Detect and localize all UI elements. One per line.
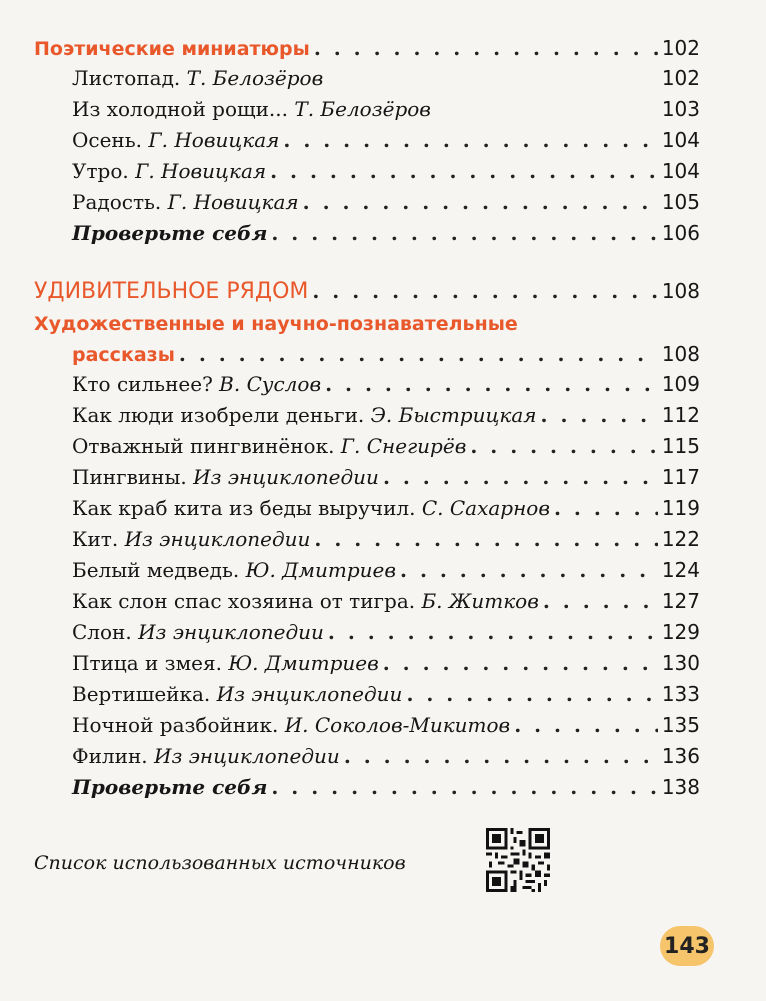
entry-author: С. Сахарнов	[421, 496, 550, 520]
toc-entry[interactable]	[0, 158, 700, 184]
toc-entry[interactable]	[0, 65, 700, 91]
page-ref: 104	[661, 159, 700, 183]
leader-dots	[271, 220, 657, 246]
page-ref: 135	[661, 713, 700, 737]
toc-entry[interactable]	[0, 433, 700, 459]
toc-entry-check[interactable]	[0, 220, 700, 246]
sources-link[interactable]: Список использованных источников	[34, 852, 406, 874]
page-ref: 127	[661, 589, 700, 613]
entry-title: Из холодной рощи... Т. Белозёров	[72, 97, 431, 121]
leader-dots	[314, 526, 657, 552]
entry-author: Из энциклопедии	[124, 527, 311, 551]
entry-author: Из энциклопедии	[216, 682, 403, 706]
entry-title: Птица и змея. Ю. Дмитриев	[72, 651, 379, 675]
entry-title: Ночной разбойник. И. Соколов-Микитов	[72, 713, 511, 737]
entry-title: Проверьте себя	[72, 775, 268, 799]
page-ref: 112	[661, 403, 700, 427]
entry-author: Г. Новицкая	[135, 159, 267, 183]
leader-dots	[328, 619, 658, 645]
leader-dots	[271, 774, 657, 800]
toc-entry[interactable]	[0, 557, 700, 583]
entry-title: Кит. Из энциклопедии	[72, 527, 311, 551]
toc-entry[interactable]	[0, 619, 700, 645]
entry-author: Т. Белозёров	[294, 97, 431, 121]
leader-dots	[312, 278, 657, 304]
leader-dots	[383, 650, 658, 676]
page-ref: 102	[661, 36, 700, 60]
toc-heading-stories-line2[interactable]	[0, 341, 700, 368]
toc-entry[interactable]	[0, 650, 700, 676]
page-ref: 102	[661, 66, 700, 90]
entry-title: Как слон спас хозяина от тигра. Б. Житков	[72, 589, 539, 613]
entry-title: Как краб кита из беды выручил. С. Сахарнов	[72, 496, 550, 520]
leader-dots	[383, 464, 658, 490]
toc-entry[interactable]	[0, 588, 700, 614]
heading-title: рассказы	[72, 344, 175, 366]
leader-dots	[470, 433, 657, 459]
toc-entry[interactable]	[0, 743, 700, 769]
entry-title: Кто сильнее? В. Суслов	[72, 372, 322, 396]
entry-author: Б. Житков	[421, 589, 539, 613]
page-ref: 108	[661, 279, 700, 303]
leader-dots	[325, 371, 658, 397]
entry-author: Э. Быстрицкая	[370, 403, 537, 427]
toc-entry[interactable]	[0, 495, 700, 521]
toc-entry[interactable]	[0, 526, 700, 552]
leader-dots	[344, 743, 658, 769]
entry-author: Из энциклопедии	[138, 620, 324, 644]
leader-dots	[400, 557, 658, 583]
entry-title: Листопад. Т. Белозёров	[72, 66, 324, 90]
leader-dots	[270, 158, 658, 184]
entry-title: Проверьте себя	[72, 221, 268, 245]
toc-entry[interactable]	[0, 402, 700, 428]
entry-title: Пингвины. Из энциклопедии	[72, 465, 379, 489]
leader-dots	[541, 402, 658, 428]
page-ref: 106	[661, 221, 700, 245]
toc-entry[interactable]	[0, 127, 700, 153]
page-ref: 109	[661, 372, 700, 396]
toc-heading-stories-line1[interactable]	[0, 311, 700, 337]
entry-title: Как люди изобрели деньги. Э. Быстрицкая	[72, 403, 537, 427]
page-ref: 122	[661, 527, 700, 551]
page-ref: 138	[661, 775, 700, 799]
page-ref: 103	[661, 97, 700, 121]
page-number: 143	[660, 926, 714, 966]
toc-entry[interactable]	[0, 189, 700, 215]
entry-author: Г. Новицкая	[167, 190, 299, 214]
page-ref: 119	[661, 496, 700, 520]
entry-title: Отважный пингвинёнок. Г. Снегирёв	[72, 434, 467, 458]
entry-title: Белый медведь. Ю. Дмитриев	[72, 558, 397, 582]
qr-code-icon[interactable]	[486, 828, 550, 892]
page-ref: 104	[661, 128, 700, 152]
page-ref: 105	[661, 190, 700, 214]
leader-dots	[283, 127, 657, 153]
toc-entry[interactable]	[0, 681, 700, 707]
leader-dots	[514, 712, 658, 738]
page-ref: 108	[661, 342, 700, 366]
entry-title: Осень. Г. Новицкая	[72, 128, 280, 152]
entry-title: Утро. Г. Новицкая	[72, 159, 267, 183]
page-ref: 136	[661, 744, 700, 768]
toc-entry[interactable]	[0, 464, 700, 490]
entry-author: Т. Белозёров	[186, 66, 324, 90]
entry-author: И. Соколов-Микитов	[284, 713, 511, 737]
page-ref: 117	[661, 465, 700, 489]
entry-title: Слон. Из энциклопедии	[72, 620, 324, 644]
entry-author: Ю. Дмитриев	[228, 651, 379, 675]
entry-author: Г. Новицкая	[148, 128, 280, 152]
heading-title: Художественные и научно-познавательные	[34, 313, 518, 335]
toc-entry[interactable]	[0, 96, 700, 122]
entry-title: Радость. Г. Новицкая	[72, 190, 299, 214]
entry-author: Ю. Дмитриев	[245, 558, 397, 582]
entry-author: В. Суслов	[219, 372, 322, 396]
entry-author: Из энциклопедии	[154, 744, 340, 768]
heading-title: Поэтические миниатюры	[34, 38, 310, 60]
entry-author: Г. Снегирёв	[340, 434, 467, 458]
toc-section[interactable]	[0, 278, 700, 305]
page-ref: 130	[661, 651, 700, 675]
leader-dots	[303, 189, 658, 215]
leader-dots	[554, 495, 658, 521]
leader-dots	[314, 35, 658, 61]
toc-heading-poetic[interactable]	[0, 35, 700, 62]
toc-entry-check[interactable]	[0, 774, 700, 800]
entry-author: Из энциклопедии	[193, 465, 379, 489]
entry-title: Филин. Из энциклопедии	[72, 744, 340, 768]
page-ref: 133	[661, 682, 700, 706]
toc-entry[interactable]	[0, 371, 700, 397]
leader-dots	[406, 681, 657, 707]
leader-dots	[543, 588, 658, 614]
entry-title: Вертишейка. Из энциклопедии	[72, 682, 403, 706]
page-ref: 129	[661, 620, 700, 644]
toc-entry[interactable]	[0, 712, 700, 738]
page-ref: 115	[661, 434, 700, 458]
section-title: УДИВИТЕЛЬНОЕ РЯДОМ	[34, 279, 309, 304]
page-ref: 124	[661, 558, 700, 582]
leader-dots	[179, 341, 658, 367]
